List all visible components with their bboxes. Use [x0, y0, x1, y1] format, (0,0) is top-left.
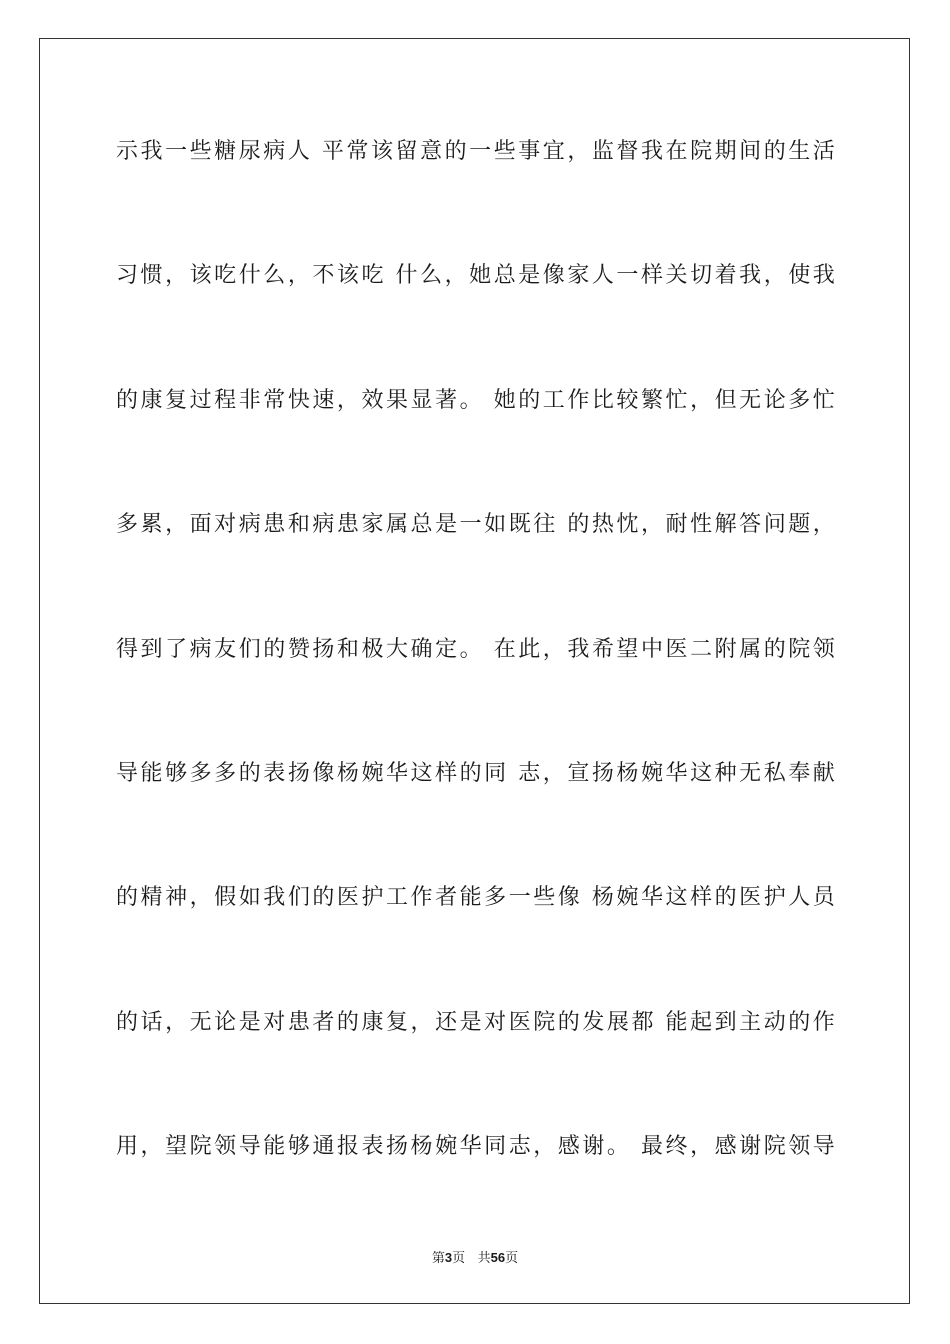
text-line: 的精神，假如我们的医护工作者能多一些像 杨婉华这样的医护人员	[116, 885, 836, 911]
text-line: 习惯，该吃什么，不该吃 什么，她总是像家人一样关切着我，使我	[116, 263, 836, 289]
page-footer	[0, 1247, 950, 1266]
text-line: 用，望院领导能够通报表扬杨婉华同志，感谢。 最终，感谢院领导	[116, 1134, 836, 1160]
text-line: 的康复过程非常快速，效果显著。 她的工作比较繁忙，但无论多忙	[116, 387, 836, 413]
text-line: 示我一些糖尿病人 平常该留意的一些事宜，监督我在院期间的生活	[116, 139, 836, 164]
text-line: 导能够多多的表扬像杨婉华这样的同 志，宣扬杨婉华这种无私奉献	[116, 760, 836, 786]
text-line: 的话，无论是对患者的康复，还是对医院的发展都 能起到主动的作	[116, 1009, 836, 1035]
page-prefix: 第	[431, 1251, 445, 1266]
total-pages: 56	[490, 1250, 506, 1265]
text-line: 多累，面对病患和病患家属总是一如既往 的热忱，耐性解答问题，	[116, 512, 836, 538]
total-prefix: 共	[477, 1251, 491, 1266]
page-number: 3	[444, 1250, 453, 1265]
page-suffix: 页	[452, 1251, 466, 1266]
text-line: 得到了病友们的赞扬和极大确定。 在此，我希望中医二附属的院领	[116, 636, 836, 662]
total-suffix: 页	[505, 1251, 519, 1266]
document-body	[116, 126, 836, 1246]
